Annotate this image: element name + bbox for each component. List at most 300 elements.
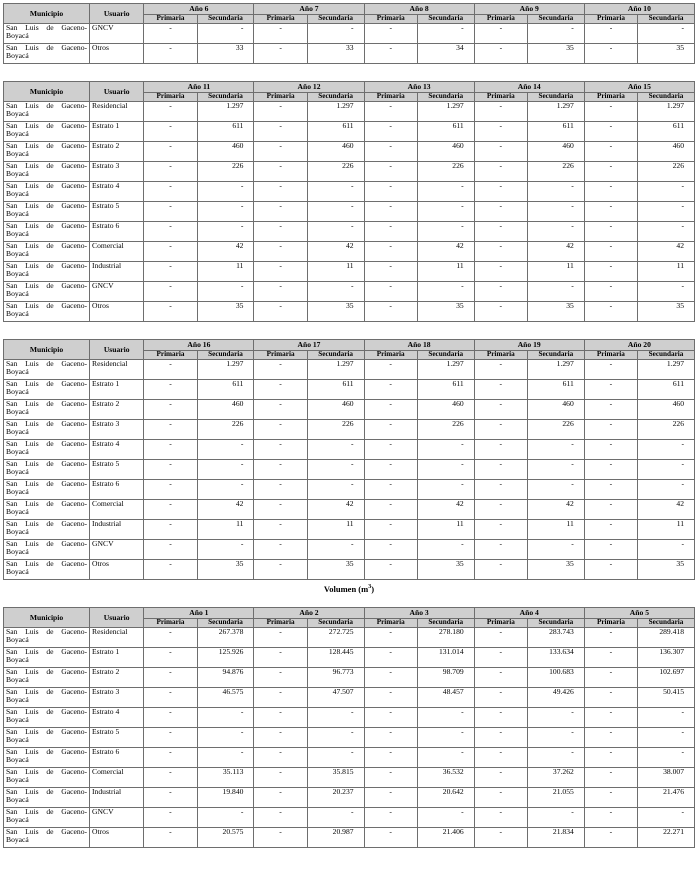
- cell-primaria: -: [584, 560, 637, 580]
- header-primaria: Primaria: [144, 93, 197, 102]
- cell-usuario: Estrato 1: [90, 380, 144, 400]
- cell-primaria: -: [364, 24, 417, 44]
- cell-usuario: Estrato 4: [90, 440, 144, 460]
- header-year: Año 8: [364, 4, 474, 15]
- cell-secundaria: 36.532: [417, 768, 474, 788]
- cell-secundaria: 1.297: [197, 102, 254, 122]
- cell-secundaria: 1.297: [527, 360, 584, 380]
- cell-primaria: -: [584, 380, 637, 400]
- cell-secundaria: -: [527, 202, 584, 222]
- cell-primaria: -: [144, 302, 197, 322]
- cell-secundaria: 1.297: [307, 360, 364, 380]
- cell-secundaria: -: [307, 202, 364, 222]
- cell-secundaria: -: [417, 222, 474, 242]
- cell-primaria: -: [364, 360, 417, 380]
- cell-secundaria: -: [197, 24, 254, 44]
- cell-secundaria: 42: [197, 242, 254, 262]
- table-body: [4, 102, 695, 322]
- cell-secundaria: -: [417, 282, 474, 302]
- cell-primaria: -: [474, 44, 527, 64]
- cell-secundaria: -: [307, 222, 364, 242]
- cell-municipio: San Luis de Gaceno-Boyacá: [4, 360, 90, 380]
- cell-primaria: -: [474, 102, 527, 122]
- cell-primaria: -: [144, 688, 197, 708]
- cell-primaria: -: [254, 668, 307, 688]
- header-municipio: Municipio: [4, 608, 90, 628]
- cell-primaria: -: [144, 808, 197, 828]
- cell-secundaria: 100.683: [527, 668, 584, 688]
- cell-secundaria: 46.575: [197, 688, 254, 708]
- cell-primaria: -: [364, 560, 417, 580]
- header-secundaria: Secundaria: [307, 351, 364, 360]
- cell-secundaria: 21.406: [417, 828, 474, 848]
- cell-primaria: -: [364, 182, 417, 202]
- table-row: [4, 360, 695, 380]
- cell-primaria: -: [474, 24, 527, 44]
- cell-primaria: -: [474, 808, 527, 828]
- cell-secundaria: -: [307, 440, 364, 460]
- cell-usuario: Otros: [90, 828, 144, 848]
- cell-secundaria: 1.297: [417, 360, 474, 380]
- cell-primaria: -: [364, 262, 417, 282]
- table-section-3: [3, 339, 695, 580]
- cell-secundaria: -: [638, 222, 695, 242]
- cell-secundaria: -: [638, 24, 695, 44]
- cell-primaria: -: [474, 768, 527, 788]
- cell-primaria: -: [254, 162, 307, 182]
- cell-primaria: -: [254, 182, 307, 202]
- cell-secundaria: -: [527, 282, 584, 302]
- cell-secundaria: -: [417, 540, 474, 560]
- table-header: [4, 608, 695, 628]
- cell-municipio: San Luis de Gaceno-Boyacá: [4, 500, 90, 520]
- header-primaria: Primaria: [584, 15, 637, 24]
- cell-primaria: -: [364, 302, 417, 322]
- cell-primaria: -: [474, 748, 527, 768]
- header-year: Año 20: [584, 340, 694, 351]
- cell-usuario: GNCV: [90, 540, 144, 560]
- cell-primaria: -: [474, 360, 527, 380]
- header-usuario: Usuario: [90, 4, 144, 24]
- cell-secundaria: 20.237: [307, 788, 364, 808]
- cell-usuario: Estrato 3: [90, 688, 144, 708]
- header-secundaria: Secundaria: [307, 619, 364, 628]
- table-row: [4, 748, 695, 768]
- table-header: [4, 340, 695, 360]
- cell-primaria: -: [254, 24, 307, 44]
- table-row: [4, 380, 695, 400]
- cell-secundaria: 226: [417, 162, 474, 182]
- header-primaria: Primaria: [584, 93, 637, 102]
- cell-secundaria: 35: [197, 560, 254, 580]
- cell-municipio: San Luis de Gaceno-Boyacá: [4, 162, 90, 182]
- cell-secundaria: 267.378: [197, 628, 254, 648]
- cell-primaria: -: [584, 24, 637, 44]
- header-year: Año 18: [364, 340, 474, 351]
- cell-secundaria: 42: [307, 242, 364, 262]
- cell-primaria: -: [474, 728, 527, 748]
- cell-secundaria: 96.773: [307, 668, 364, 688]
- cell-primaria: -: [364, 460, 417, 480]
- header-year: Año 16: [144, 340, 254, 351]
- cell-secundaria: 226: [527, 420, 584, 440]
- cell-secundaria: 34: [417, 44, 474, 64]
- cell-primaria: -: [474, 520, 527, 540]
- cell-primaria: -: [584, 262, 637, 282]
- cell-secundaria: 35: [527, 44, 584, 64]
- cell-usuario: GNCV: [90, 24, 144, 44]
- cell-usuario: Estrato 1: [90, 122, 144, 142]
- cell-secundaria: 1.297: [638, 360, 695, 380]
- table-row: [4, 668, 695, 688]
- cell-secundaria: 611: [527, 122, 584, 142]
- cell-secundaria: 35: [417, 302, 474, 322]
- cell-usuario: Industrial: [90, 262, 144, 282]
- table-row: [4, 688, 695, 708]
- cell-secundaria: 289.418: [638, 628, 695, 648]
- table-row: [4, 460, 695, 480]
- cell-secundaria: -: [638, 808, 695, 828]
- cell-primaria: -: [144, 122, 197, 142]
- table-row: [4, 828, 695, 848]
- cell-secundaria: 131.014: [417, 648, 474, 668]
- cell-usuario: GNCV: [90, 282, 144, 302]
- cell-primaria: -: [144, 262, 197, 282]
- cell-secundaria: 11: [638, 520, 695, 540]
- cell-secundaria: 42: [197, 500, 254, 520]
- cell-secundaria: -: [417, 808, 474, 828]
- cell-secundaria: 1.297: [307, 102, 364, 122]
- cell-primaria: -: [254, 102, 307, 122]
- header-year: Año 1: [144, 608, 254, 619]
- cell-primaria: -: [254, 480, 307, 500]
- cell-secundaria: 460: [197, 400, 254, 420]
- cell-primaria: -: [254, 708, 307, 728]
- cell-primaria: -: [364, 728, 417, 748]
- cell-usuario: Comercial: [90, 242, 144, 262]
- cell-secundaria: 98.709: [417, 668, 474, 688]
- cell-secundaria: 226: [197, 162, 254, 182]
- cell-municipio: San Luis de Gaceno-Boyacá: [4, 728, 90, 748]
- cell-secundaria: -: [197, 540, 254, 560]
- cell-secundaria: -: [527, 540, 584, 560]
- cell-municipio: San Luis de Gaceno-Boyacá: [4, 202, 90, 222]
- table-row: [4, 24, 695, 44]
- header-year: Año 13: [364, 82, 474, 93]
- cell-secundaria: 226: [307, 420, 364, 440]
- table-row: [4, 500, 695, 520]
- table-body: [4, 628, 695, 848]
- cell-secundaria: 35: [307, 302, 364, 322]
- cell-primaria: -: [144, 708, 197, 728]
- cell-usuario: Residencial: [90, 628, 144, 648]
- cell-primaria: -: [584, 242, 637, 262]
- cell-primaria: -: [474, 628, 527, 648]
- cell-secundaria: 1.297: [197, 360, 254, 380]
- cell-primaria: -: [364, 808, 417, 828]
- cell-usuario: Estrato 2: [90, 142, 144, 162]
- cell-secundaria: -: [638, 282, 695, 302]
- cell-primaria: -: [364, 668, 417, 688]
- table-row: [4, 540, 695, 560]
- cell-secundaria: 38.007: [638, 768, 695, 788]
- cell-secundaria: 136.307: [638, 648, 695, 668]
- cell-primaria: -: [584, 668, 637, 688]
- cell-primaria: -: [584, 142, 637, 162]
- cell-secundaria: -: [307, 808, 364, 828]
- cell-primaria: -: [144, 420, 197, 440]
- cell-secundaria: 611: [307, 380, 364, 400]
- cell-primaria: -: [474, 302, 527, 322]
- cell-secundaria: -: [417, 440, 474, 460]
- cell-secundaria: -: [197, 440, 254, 460]
- table-row: [4, 560, 695, 580]
- header-secundaria: Secundaria: [527, 93, 584, 102]
- cell-usuario: Estrato 6: [90, 480, 144, 500]
- cell-primaria: -: [254, 560, 307, 580]
- cell-secundaria: 611: [417, 380, 474, 400]
- table-row: [4, 400, 695, 420]
- table-section-4: [3, 607, 695, 848]
- cell-primaria: -: [474, 202, 527, 222]
- cell-secundaria: 42: [527, 500, 584, 520]
- cell-secundaria: 11: [197, 520, 254, 540]
- cell-secundaria: -: [307, 748, 364, 768]
- cell-primaria: -: [144, 222, 197, 242]
- cell-primaria: -: [474, 708, 527, 728]
- cell-primaria: -: [144, 748, 197, 768]
- cell-primaria: -: [144, 202, 197, 222]
- cell-municipio: San Luis de Gaceno-Boyacá: [4, 380, 90, 400]
- cell-secundaria: -: [307, 460, 364, 480]
- cell-secundaria: 611: [527, 380, 584, 400]
- cell-secundaria: 35: [417, 560, 474, 580]
- cell-primaria: -: [474, 242, 527, 262]
- cell-secundaria: 20.642: [417, 788, 474, 808]
- header-year: Año 19: [474, 340, 584, 351]
- cell-usuario: Otros: [90, 560, 144, 580]
- cell-secundaria: 50.415: [638, 688, 695, 708]
- cell-secundaria: 460: [307, 142, 364, 162]
- cell-primaria: -: [254, 728, 307, 748]
- table-row: [4, 222, 695, 242]
- cell-primaria: -: [254, 500, 307, 520]
- cell-secundaria: 42: [307, 500, 364, 520]
- cell-usuario: Estrato 1: [90, 648, 144, 668]
- cell-secundaria: -: [527, 480, 584, 500]
- cell-primaria: -: [584, 708, 637, 728]
- header-secundaria: Secundaria: [417, 93, 474, 102]
- cell-primaria: -: [144, 788, 197, 808]
- cell-primaria: -: [584, 102, 637, 122]
- volume-title: [3, 580, 695, 594]
- cell-secundaria: 460: [417, 142, 474, 162]
- cell-primaria: -: [474, 162, 527, 182]
- cell-municipio: San Luis de Gaceno-Boyacá: [4, 828, 90, 848]
- cell-primaria: -: [584, 540, 637, 560]
- table-row: [4, 122, 695, 142]
- header-municipio: Municipio: [4, 4, 90, 24]
- cell-secundaria: 48.457: [417, 688, 474, 708]
- cell-primaria: -: [254, 540, 307, 560]
- cell-primaria: -: [364, 540, 417, 560]
- cell-municipio: San Luis de Gaceno-Boyacá: [4, 222, 90, 242]
- header-year: Año 15: [584, 82, 694, 93]
- cell-secundaria: 460: [638, 400, 695, 420]
- cell-primaria: -: [364, 480, 417, 500]
- header-primaria: Primaria: [474, 619, 527, 628]
- header-row: [4, 340, 695, 351]
- cell-secundaria: 133.634: [527, 648, 584, 668]
- table-row: [4, 628, 695, 648]
- cell-secundaria: 35: [197, 302, 254, 322]
- data-table: [3, 81, 695, 322]
- cell-secundaria: -: [197, 222, 254, 242]
- cell-primaria: -: [584, 162, 637, 182]
- cell-municipio: San Luis de Gaceno-Boyacá: [4, 788, 90, 808]
- cell-primaria: -: [144, 628, 197, 648]
- cell-primaria: -: [364, 122, 417, 142]
- header-row: [4, 4, 695, 15]
- cell-secundaria: 128.445: [307, 648, 364, 668]
- header-year: Año 4: [474, 608, 584, 619]
- header-primaria: Primaria: [584, 351, 637, 360]
- document-page: [3, 3, 695, 848]
- table-row: [4, 142, 695, 162]
- cell-primaria: -: [584, 302, 637, 322]
- cell-primaria: -: [584, 202, 637, 222]
- cell-secundaria: -: [638, 540, 695, 560]
- table-body: [4, 360, 695, 580]
- cell-secundaria: 460: [638, 142, 695, 162]
- cell-secundaria: -: [417, 460, 474, 480]
- cell-primaria: -: [584, 460, 637, 480]
- cell-primaria: -: [474, 400, 527, 420]
- cell-primaria: -: [144, 242, 197, 262]
- cell-municipio: San Luis de Gaceno-Boyacá: [4, 808, 90, 828]
- cell-secundaria: 226: [638, 420, 695, 440]
- cell-primaria: -: [474, 540, 527, 560]
- cell-primaria: -: [474, 500, 527, 520]
- header-row: [4, 82, 695, 93]
- header-secundaria: Secundaria: [527, 15, 584, 24]
- cell-primaria: -: [364, 748, 417, 768]
- cell-secundaria: 22.271: [638, 828, 695, 848]
- cell-primaria: -: [364, 44, 417, 64]
- cell-primaria: -: [254, 44, 307, 64]
- cell-secundaria: 42: [638, 500, 695, 520]
- cell-primaria: -: [254, 122, 307, 142]
- cell-secundaria: 125.926: [197, 648, 254, 668]
- cell-usuario: Industrial: [90, 788, 144, 808]
- cell-municipio: San Luis de Gaceno-Boyacá: [4, 24, 90, 44]
- cell-secundaria: -: [417, 24, 474, 44]
- cell-primaria: -: [584, 440, 637, 460]
- cell-primaria: -: [254, 400, 307, 420]
- cell-secundaria: -: [197, 282, 254, 302]
- cell-secundaria: 1.297: [417, 102, 474, 122]
- cell-secundaria: 278.180: [417, 628, 474, 648]
- cell-secundaria: 460: [527, 142, 584, 162]
- cell-primaria: -: [364, 440, 417, 460]
- cell-primaria: -: [474, 828, 527, 848]
- cell-primaria: -: [144, 560, 197, 580]
- cell-secundaria: 611: [417, 122, 474, 142]
- cell-secundaria: -: [638, 708, 695, 728]
- cell-secundaria: 20.987: [307, 828, 364, 848]
- cell-secundaria: -: [417, 708, 474, 728]
- header-secundaria: Secundaria: [527, 351, 584, 360]
- cell-primaria: -: [364, 768, 417, 788]
- cell-primaria: -: [144, 440, 197, 460]
- cell-secundaria: 11: [307, 262, 364, 282]
- cell-secundaria: -: [417, 182, 474, 202]
- cell-primaria: -: [584, 648, 637, 668]
- table-row: [4, 282, 695, 302]
- cell-municipio: San Luis de Gaceno-Boyacá: [4, 560, 90, 580]
- table-row: [4, 262, 695, 282]
- cell-primaria: -: [364, 788, 417, 808]
- cell-primaria: -: [144, 768, 197, 788]
- cell-primaria: -: [584, 808, 637, 828]
- cell-primaria: -: [254, 768, 307, 788]
- cell-secundaria: -: [527, 182, 584, 202]
- header-secundaria: Secundaria: [307, 93, 364, 102]
- cell-primaria: -: [364, 162, 417, 182]
- cell-primaria: -: [254, 222, 307, 242]
- cell-secundaria: 11: [527, 520, 584, 540]
- cell-primaria: -: [144, 540, 197, 560]
- header-year: Año 17: [254, 340, 364, 351]
- cell-primaria: -: [584, 828, 637, 848]
- header-year: Año 3: [364, 608, 474, 619]
- cell-primaria: -: [474, 688, 527, 708]
- cell-primaria: -: [584, 282, 637, 302]
- header-secundaria: Secundaria: [197, 15, 254, 24]
- cell-municipio: San Luis de Gaceno-Boyacá: [4, 400, 90, 420]
- header-primaria: Primaria: [474, 351, 527, 360]
- cell-primaria: -: [364, 688, 417, 708]
- cell-primaria: -: [254, 262, 307, 282]
- cell-primaria: -: [144, 480, 197, 500]
- cell-primaria: -: [474, 788, 527, 808]
- cell-primaria: -: [474, 182, 527, 202]
- cell-secundaria: -: [527, 708, 584, 728]
- cell-primaria: -: [254, 628, 307, 648]
- cell-secundaria: 47.507: [307, 688, 364, 708]
- cell-secundaria: -: [638, 202, 695, 222]
- cell-secundaria: 11: [527, 262, 584, 282]
- cell-primaria: -: [584, 768, 637, 788]
- cell-usuario: Estrato 5: [90, 202, 144, 222]
- cell-secundaria: 42: [417, 242, 474, 262]
- cell-secundaria: -: [197, 728, 254, 748]
- volume-title-text: Volumen (m: [323, 583, 369, 594]
- cell-secundaria: -: [197, 748, 254, 768]
- cell-primaria: -: [254, 788, 307, 808]
- cell-usuario: Estrato 3: [90, 420, 144, 440]
- cell-secundaria: 226: [197, 420, 254, 440]
- cell-primaria: -: [144, 400, 197, 420]
- cell-secundaria: 37.262: [527, 768, 584, 788]
- cell-secundaria: 272.725: [307, 628, 364, 648]
- cell-primaria: -: [474, 648, 527, 668]
- header-primaria: Primaria: [144, 351, 197, 360]
- table-row: [4, 102, 695, 122]
- cell-secundaria: 11: [417, 520, 474, 540]
- cell-secundaria: -: [527, 460, 584, 480]
- cell-primaria: -: [474, 460, 527, 480]
